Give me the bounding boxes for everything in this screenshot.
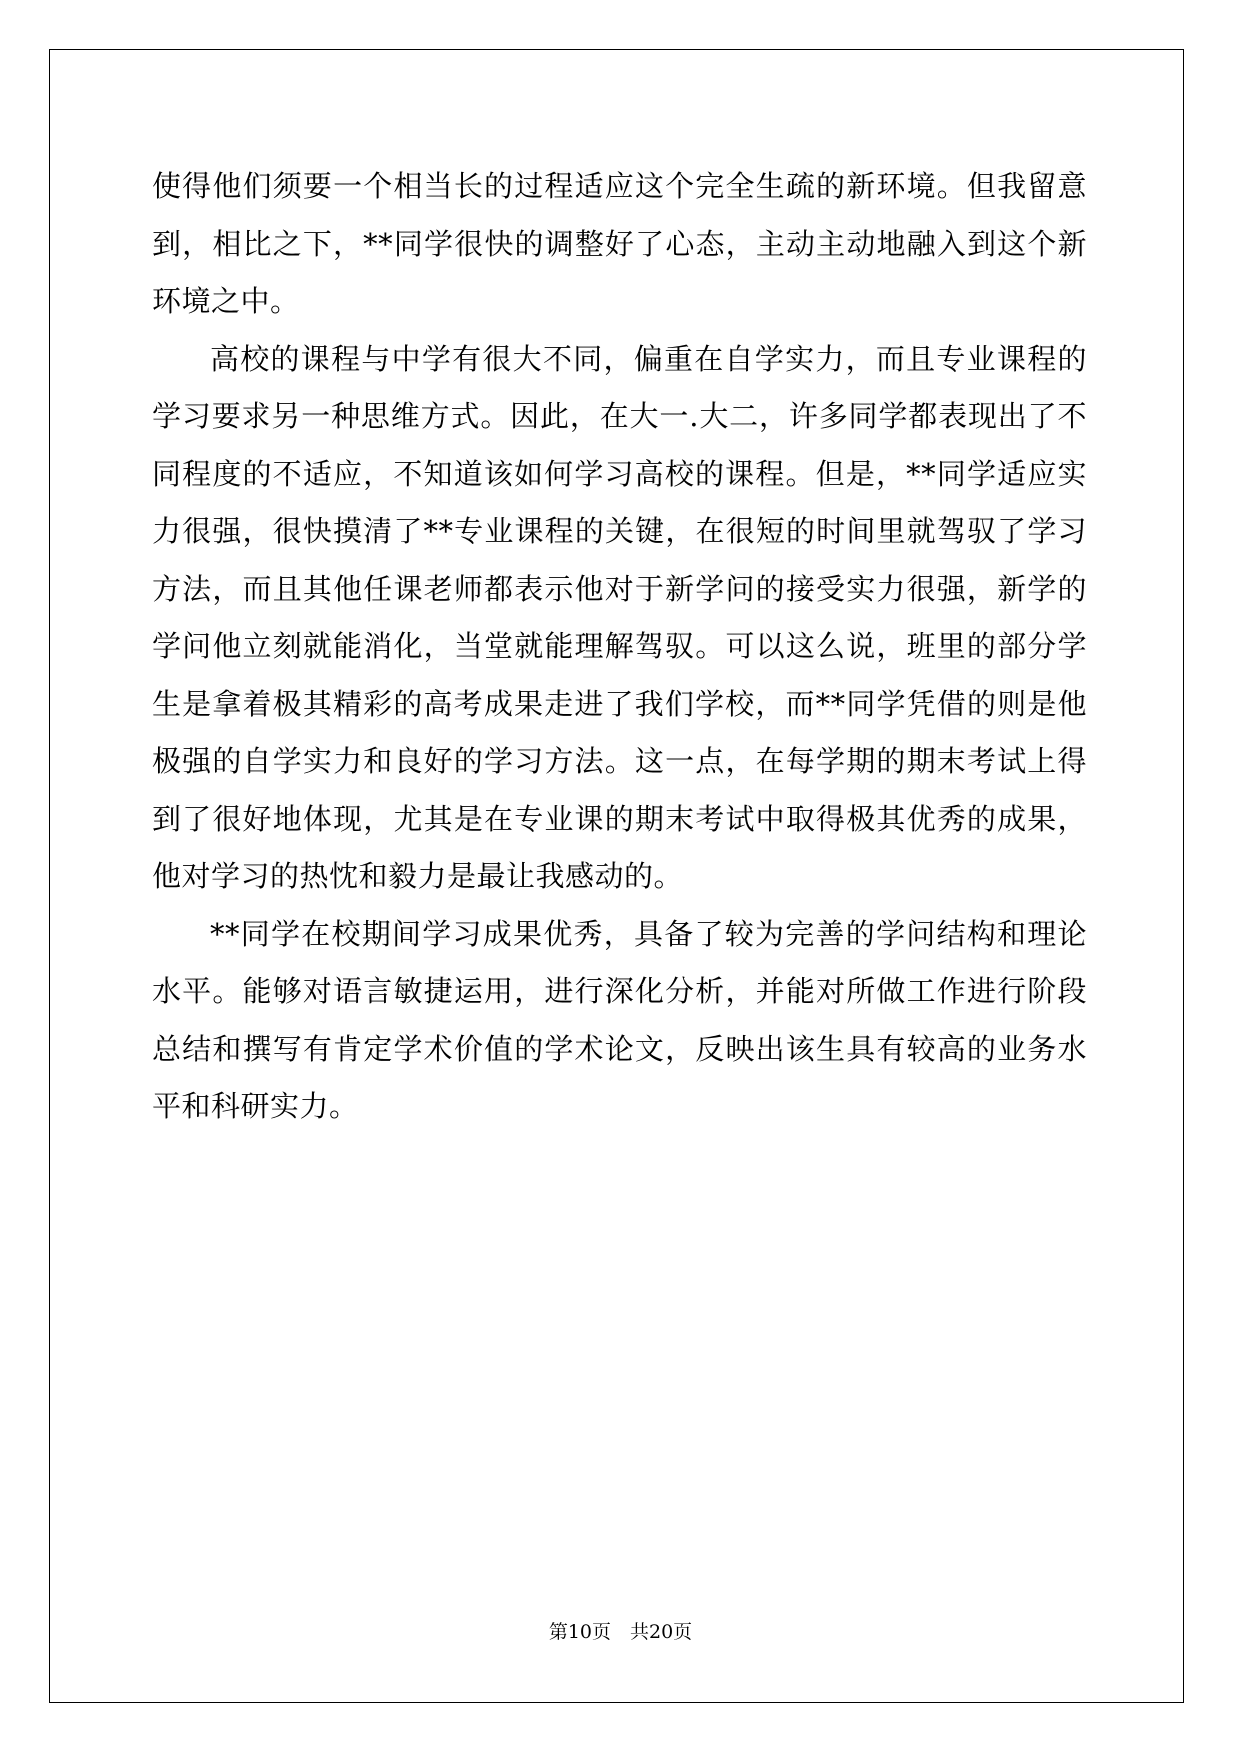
paragraph-3: **同学在校期间学习成果优秀，具备了较为完善的学问结构和理论水平。能够对语言敏捷运用，进行深化分析，并能对所做工作进行阶段总结和撰写有肯定学术价值的学术论文，反映出该生具有较高的业务水平和科研实力。	[152, 916, 1087, 1123]
document-body	[152, 158, 1087, 1136]
paragraph-1: 使得他们须要一个相当长的过程适应这个完全生疏的新环境。但我留意到，相比之下，**同学很快的调整好了心态，主动主动地融入到这个新环境之中。	[152, 169, 1087, 318]
paragraph-2: 高校的课程与中学有很大不同，偏重在自学实力，而且专业课程的学习要求另一种思维方式。因此，在大一.大二，许多同学都表现出了不同程度的不适应，不知道该如何学习高校的课程。但是，**同学适应实力很强，很快摸清了**专业课程的关键，在很短的时间里就驾驭了学习方法，而且其他任课老师都表示他对于新学问的接受实力很强，新学的学问他立刻就能消化，当堂就能理解驾驭。可以这么说，班里的部分学生是拿着极其精彩的高考成果走进了我们学校，而**同学凭借的则是他极强的自学实力和良好的学习方法。这一点，在每学期的期末考试上得到了很好地体现，尤其是在专业课的期末考试中取得极其优秀的成果，他对学习的热忱和毅力是最让我感动的。	[152, 341, 1087, 893]
page-number-footer: 第10页 共20页	[548, 1621, 693, 1643]
